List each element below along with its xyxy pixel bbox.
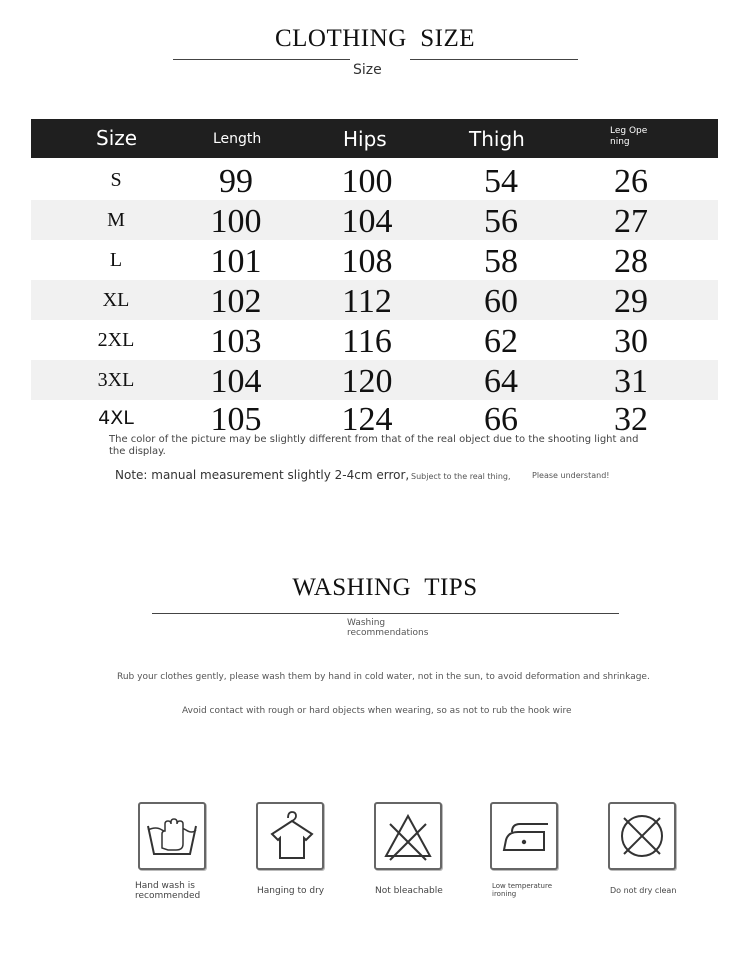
no-dry-clean-icon bbox=[608, 802, 676, 870]
cell-hips: 100 bbox=[341, 163, 393, 200]
cell-size: 2XL bbox=[97, 329, 135, 351]
hanging-dry-icon bbox=[256, 802, 324, 870]
cell-thigh: 62 bbox=[484, 323, 518, 360]
cell-leg-opening: 26 bbox=[614, 163, 648, 200]
cell-thigh: 54 bbox=[484, 163, 518, 200]
measure-note: Note: manual measurement slightly 2-4cm error, bbox=[115, 468, 410, 482]
washing-tip-1: Rub your clothes gently, please wash them by hand in cold water, not in the sun, to avoid deformation and shrinkage. bbox=[117, 672, 650, 682]
table-row bbox=[31, 160, 718, 200]
cell-length: 103 bbox=[210, 323, 262, 360]
cell-thigh: 56 bbox=[484, 203, 518, 240]
table-row bbox=[31, 240, 718, 280]
cell-thigh: 66 bbox=[484, 401, 518, 438]
washing-tip-2: Avoid contact with rough or hard objects when wearing, so as not to rub the hook wire bbox=[182, 706, 572, 716]
header-size: Size bbox=[96, 126, 138, 150]
low-iron-label: Low temperature ironing bbox=[492, 882, 553, 898]
cell-size: 3XL bbox=[97, 369, 135, 391]
cell-hips: 104 bbox=[341, 203, 393, 240]
cell-leg-opening: 31 bbox=[614, 363, 648, 400]
cell-size: L bbox=[109, 249, 123, 271]
header-length: Length bbox=[213, 131, 262, 147]
cell-length: 101 bbox=[210, 243, 262, 280]
title-divider-right bbox=[410, 59, 578, 60]
cell-hips: 116 bbox=[342, 323, 392, 360]
cell-length: 99 bbox=[219, 163, 253, 200]
color-note: The color of the picture may be slightly different from that of the real object due to the shooting light and the display. bbox=[109, 434, 639, 457]
header-hips: Hips bbox=[343, 127, 387, 151]
cell-leg-opening: 28 bbox=[614, 243, 648, 280]
cell-thigh: 58 bbox=[484, 243, 518, 280]
size-table-header bbox=[31, 119, 718, 158]
table-row bbox=[31, 320, 718, 360]
cell-hips: 108 bbox=[341, 243, 393, 280]
hand-wash-label: Hand wash is recommended bbox=[135, 881, 201, 901]
washing-title: WASHING TIPS bbox=[292, 574, 478, 601]
subject-note: Subject to the real thing, bbox=[411, 472, 511, 481]
cell-thigh: 64 bbox=[484, 363, 518, 400]
cell-size: S bbox=[110, 169, 122, 191]
table-row bbox=[31, 360, 718, 400]
cell-leg-opening: 29 bbox=[614, 283, 648, 320]
washing-divider bbox=[152, 613, 619, 614]
table-row bbox=[31, 200, 718, 240]
cell-length: 100 bbox=[210, 203, 262, 240]
cell-size: 4XL bbox=[98, 407, 134, 429]
cell-hips: 112 bbox=[342, 283, 392, 320]
cell-hips: 124 bbox=[341, 401, 393, 438]
title-divider-left bbox=[173, 59, 350, 60]
header-thigh: Thigh bbox=[469, 127, 525, 151]
no-bleach-label: Not bleachable bbox=[375, 886, 443, 896]
table-row bbox=[31, 398, 718, 438]
cell-leg-opening: 27 bbox=[614, 203, 648, 240]
size-subtitle: Size bbox=[353, 62, 382, 78]
size-title: CLOTHING SIZE bbox=[274, 25, 476, 52]
cell-size: M bbox=[107, 209, 125, 231]
cell-hips: 120 bbox=[341, 363, 393, 400]
hand-wash-icon bbox=[138, 802, 206, 870]
washing-subtitle: Washing recommendations bbox=[347, 618, 429, 638]
cell-length: 104 bbox=[210, 363, 262, 400]
cell-leg-opening: 32 bbox=[614, 401, 648, 438]
no-bleach-icon bbox=[374, 802, 442, 870]
no-dry-clean-label: Do not dry clean bbox=[610, 886, 677, 895]
header-leg-opening: Leg Ope ning bbox=[610, 126, 648, 147]
table-row bbox=[31, 280, 718, 320]
cell-leg-opening: 30 bbox=[614, 323, 648, 360]
cell-size: XL bbox=[102, 289, 130, 311]
understand-note: Please understand! bbox=[532, 471, 610, 480]
cell-thigh: 60 bbox=[484, 283, 518, 320]
hanging-dry-label: Hanging to dry bbox=[257, 886, 325, 896]
cell-length: 105 bbox=[210, 401, 262, 438]
cell-length: 102 bbox=[210, 283, 262, 320]
low-iron-icon bbox=[490, 802, 558, 870]
